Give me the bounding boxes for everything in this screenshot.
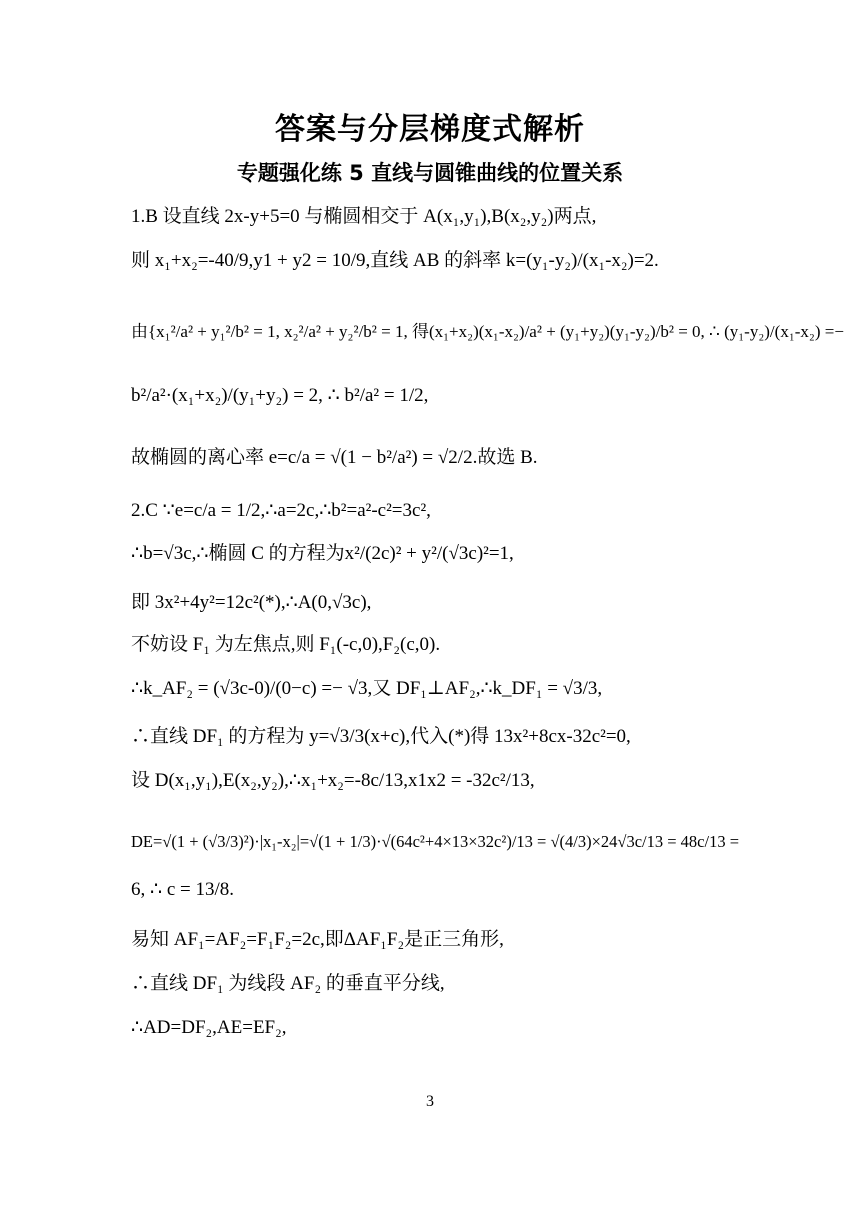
solution-line: ∴k_AF₂ = (√3c-0)/(0−c) =− √3,又 DF₁⊥AF₂,∴k_DF₁ = √3/3, bbox=[131, 678, 603, 699]
solution-line: 设 D(x₁,y₁),E(x₂,y₂),∴x₁+x₂=-8c/13,x1x2 = -32c²/13, bbox=[131, 770, 535, 791]
solution-line: ∴直线 DF₁ 为线段 AF₂ 的垂直平分线, bbox=[131, 973, 445, 994]
solution-line: ∴b=√3c,∴椭圆 C 的方程为x²/(2c)² + y²/(√3c)²=1, bbox=[131, 543, 514, 564]
solution-line: 故椭圆的离心率 e=c/a = √(1 − b²/a²) = √2/2.故选 B. bbox=[131, 447, 538, 468]
solution-line: 易知 AF₁=AF₂=F₁F₂=2c,即ΔAF₁F₂是正三角形, bbox=[131, 929, 504, 950]
solution-line: 即 3x²+4y²=12c²(*),∴A(0,√3c), bbox=[131, 592, 372, 613]
solution-line: 不妨设 F₁ 为左焦点,则 F₁(-c,0),F₂(c,0). bbox=[131, 634, 441, 655]
solution-line: 1.B 设直线 2x-y+5=0 与椭圆相交于 A(x₁,y₁),B(x₂,y₂)两点, bbox=[131, 206, 597, 227]
solution-line: 由{x₁²/a² + y₁²/b² = 1, x₂²/a² + y₂²/b² = 1, 得(x₁+x₂)(x₁-x₂)/a² + (y₁+y₂)(y₁-y₂)/b² = 0, ∴ (y₁-y₂)/(x₁-x₂) =− bbox=[131, 322, 844, 341]
solution-line: b²/a²·(x₁+x₂)/(y₁+y₂) = 2, ∴ b²/a² = 1/2, bbox=[131, 385, 429, 406]
solution-line: ∴AD=DF₂,AE=EF₂, bbox=[131, 1017, 287, 1038]
solution-line: 则 x₁+x₂=-40/9,y1 + y2 = 10/9,直线 AB 的斜率 k=(y₁-y₂)/(x₁-x₂)=2. bbox=[131, 250, 659, 271]
solution-line: 2.C ∵e=c/a = 1/2,∴a=2c,∴b²=a²-c²=3c², bbox=[131, 500, 431, 521]
document-title: 答案与分层梯度式解析 bbox=[275, 112, 585, 147]
solution-line: 6, ∴ c = 13/8. bbox=[131, 879, 235, 900]
solution-line: DE=√(1 + (√3/3)²)·|x₁-x₂|=√(1 + 1/3)·√(64c²+4×13×32c²)/13 = √(4/3)×24√3c/13 = 48c/13 = bbox=[131, 832, 739, 851]
solution-line: ∴直线 DF₁ 的方程为 y=√3/3(x+c),代入(*)得 13x²+8cx-32c²=0, bbox=[131, 726, 631, 747]
section-title: 专题强化练 5 直线与圆锥曲线的位置关系 bbox=[236, 161, 624, 185]
page-number: 3 bbox=[426, 1093, 434, 1110]
